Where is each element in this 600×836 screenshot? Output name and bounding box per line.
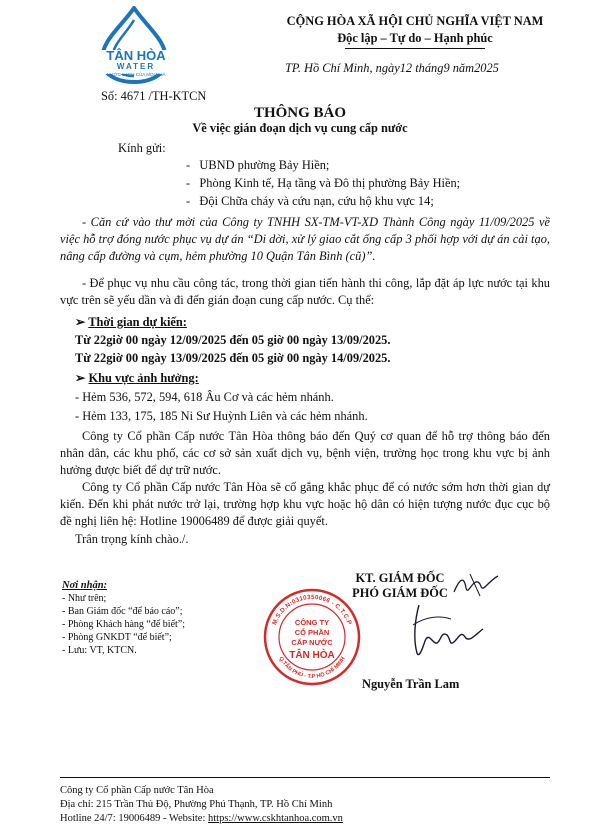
- logo-sub: WATER: [116, 62, 156, 71]
- basis-paragraph: - Căn cứ vào thư mời của Công ty TNHH SX-TM-VT-XD Thành Công ngày 11/09/2025 về việc hỗ trợ đóng nước phục vụ dự án “Di dời, xử lý giao cắt ống cấp 3 phối hợp với dự án cải tạo, nâng cấp đường và cụm, hẻm phường 10 Quận Tân Bình (cũ)”.: [60, 215, 550, 263]
- receivers-label-text: Nơi nhận:: [62, 580, 108, 591]
- recipient-item: - Đội Chữa cháy và cứu nạn, cứu hộ khu vực 14;: [186, 194, 434, 208]
- country-name: CỘNG HÒA XÃ HỘI CHỦ NGHĨA VIỆT NAM: [286, 14, 544, 28]
- area-item: - Hẻm 536, 572, 594, 618 Âu Cơ và các hẻm nhánh.: [75, 390, 334, 404]
- handwritten-signature-icon: [405, 595, 495, 665]
- receivers-label: [62, 579, 107, 592]
- signer-name: Nguyễn Trần Lam: [362, 677, 460, 691]
- receiver-item: - Phòng Khách hàng “để biết”;: [62, 619, 186, 630]
- footer-website-link[interactable]: https://www.cskhtanhoa.com.vn: [208, 813, 343, 824]
- arrow-bullet-icon: ➢: [75, 315, 86, 329]
- tan-hoa-water-logo: [90, 6, 178, 84]
- seal-line-4: TÂN HÒA: [289, 650, 335, 661]
- receiver-item: - Phòng GNKDT “để biết”;: [62, 632, 172, 643]
- company-seal: [262, 587, 362, 687]
- footer-divider: [60, 777, 550, 778]
- document-number: Số: 4671 /TH-KTCN: [101, 89, 207, 103]
- receiver-item: - Như trên;: [62, 593, 107, 604]
- footer-hotline: Hotline 24/7: 19006489 - Website:: [60, 813, 208, 824]
- recipient-item: - UBND phường Bảy Hiền;: [186, 158, 330, 172]
- national-motto: Độc lập – Tự do – Hạnh phúc: [337, 31, 493, 45]
- time-item: Từ 22giờ 00 ngày 12/09/2025 đến 05 giờ 00 ngày 13/09/2025.: [75, 333, 391, 347]
- recipient-item: - Phòng Kinh tế, Hạ tầng và Đô thị phường Bảy Hiền;: [186, 176, 461, 190]
- place-and-date: TP. Hồ Chí Minh, ngày12 tháng9 năm2025: [285, 61, 499, 75]
- seal-line-1: CÔNG TY: [294, 618, 330, 627]
- receiver-item: - Ban Giám đốc “để báo cáo”;: [62, 606, 183, 617]
- receiver-item: - Lưu: VT, KTCN.: [62, 645, 137, 656]
- logo-slogan: NƯỚC SẠCH CỦA MỌI NHÀ: [106, 72, 166, 77]
- seal-ring-bottom: Q.TÂN PHÚ - T.P HỒ CHÍ MINH: [277, 655, 347, 681]
- notice-paragraph: Công ty Cổ phần Cấp nước Tân Hòa thông báo đến Quý cơ quan để hỗ trợ thông báo đến nhân dân, các khu phố, các cơ sở sản xuất dịch vụ, bệnh viện, trường học trong khu vực bị ảnh hưởng được biết để dự trữ nước.: [60, 429, 550, 477]
- seal-line-2: CỔ PHẦN: [294, 628, 330, 637]
- signature-position: PHÓ GIÁM ĐỐC: [352, 586, 448, 600]
- purpose-paragraph: - Để phục vụ nhu cầu công tác, trong thời gian tiến hành thi công, lắp đặt áp lực nước tại khu vực trên sẽ yếu dần và đi đến gián đoạn cung cấp nước. Cụ thể:: [60, 276, 550, 307]
- time-heading-row: [75, 314, 187, 331]
- logo-brand: TÂN HÒA: [106, 48, 166, 63]
- time-item: Từ 22giờ 00 ngày 13/09/2025 đến 05 giờ 00 ngày 14/09/2025.: [75, 351, 391, 365]
- signature-on-behalf: KT. GIÁM ĐỐC: [355, 571, 445, 585]
- document-subject: Về việc gián đoạn dịch vụ cung cấp nước: [192, 121, 408, 135]
- seal-line-3: CẤP NƯỚC: [291, 638, 333, 647]
- area-heading-row: [75, 370, 199, 387]
- footer-hotline-row: [60, 813, 343, 826]
- arrow-bullet-icon: ➢: [75, 371, 86, 385]
- footer-address: Địa chỉ: 215 Trần Thủ Độ, Phường Phú Thạnh, TP. Hồ Chí Minh: [60, 799, 333, 810]
- area-item: - Hẻm 133, 175, 185 Ni Sư Huỳnh Liên và các hẻm nhánh.: [75, 409, 368, 423]
- document-title: THÔNG BÁO: [253, 105, 347, 121]
- seal-ring-top: M.S.D.N:0310350066 - C.T.C.P: [271, 593, 353, 626]
- closing-line: Trân trọng kính chào./.: [75, 532, 189, 546]
- motto-underline: [345, 48, 485, 49]
- remedy-paragraph: Công ty Cổ phần Cấp nước Tân Hòa sẽ cố gắng khắc phục để có nước sớm hơn thời gian dự kiến. Đến khi phát nước trở lại, trường hợp khu vực hoặc hộ dân có hiện tượng nước đục cục bộ đề nghị liên hệ: Hotline 19006489 để được giải quyết.: [60, 480, 550, 528]
- time-heading: Thời gian dự kiến:: [88, 315, 187, 329]
- footer-company: Công ty Cổ phần Cấp nước Tân Hòa: [60, 785, 214, 796]
- area-heading: Khu vực ảnh hưởng:: [88, 371, 199, 385]
- recipients-label: Kính gửi:: [118, 141, 166, 155]
